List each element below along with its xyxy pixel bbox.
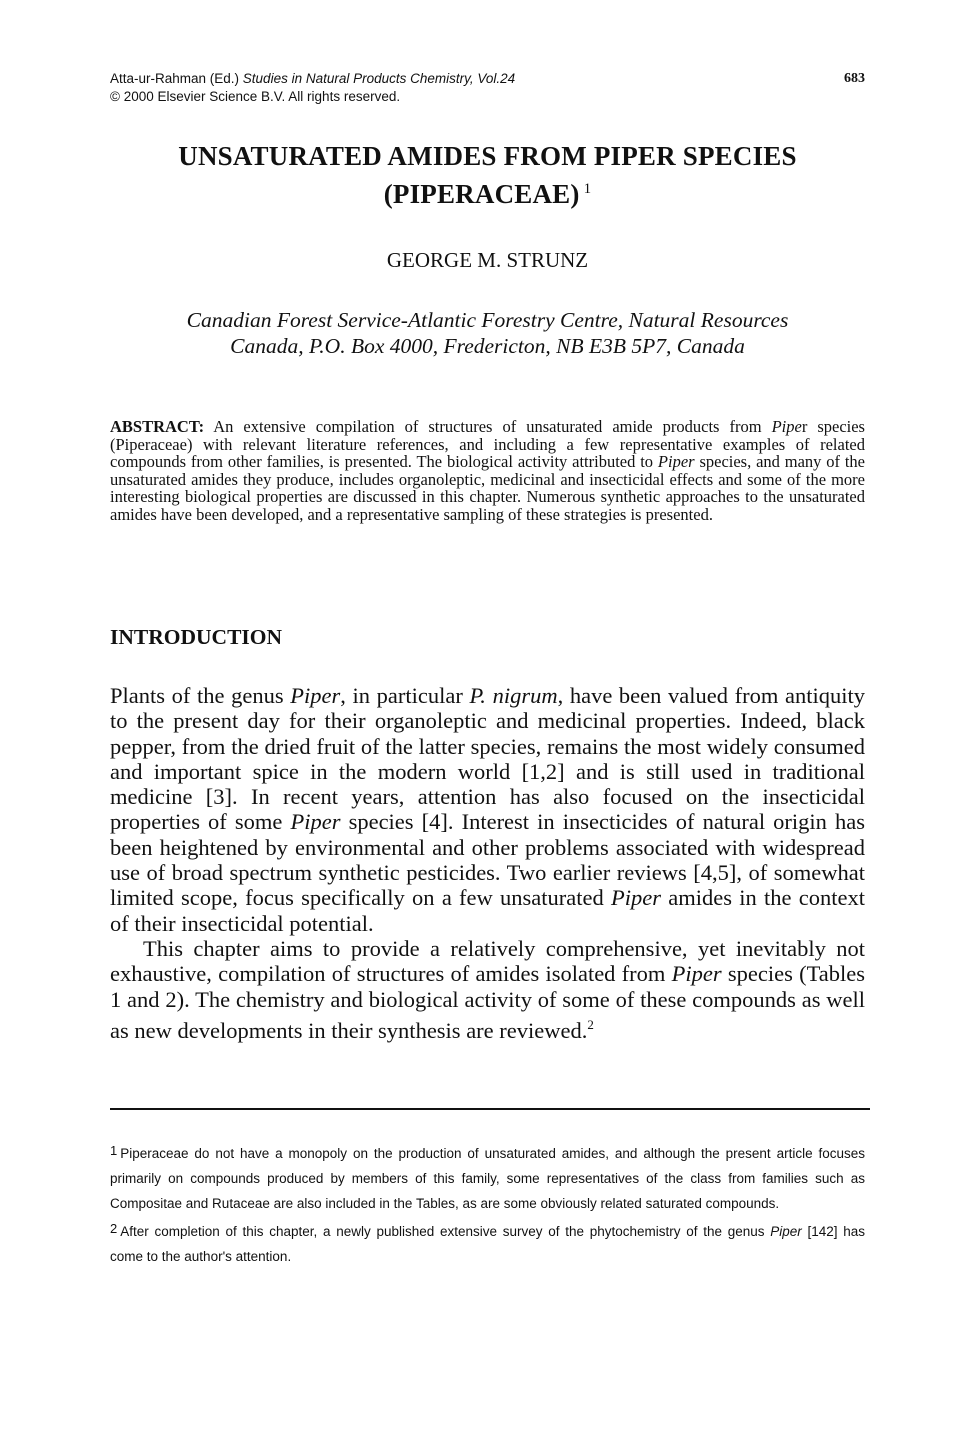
footnote-mark: 1 [110,1143,118,1158]
intro-genus: Piper [290,683,341,708]
footnote-1 [110,1138,865,1216]
intro-text: , have been valued from antiquity to the present day for their organoleptic and medicinal properties. Indeed, black pepper, from the dried fruit of the latter species, remains the most widely consumed and important spice in the modern world [1,2] and is still used in traditional medicine [3]. In recent years, attention has also focused on the insecticidal properties of some [110,683,865,835]
abstract-label: ABSTRACT: [110,417,205,436]
intro-paragraph-1 [110,683,865,936]
page-number: 683 [844,71,865,86]
footnote-text: [142] has come to the author's attention. [110,1224,865,1264]
footnotes [110,1138,865,1269]
intro-text: , in particular [340,683,470,708]
title-line-2 [110,173,865,211]
footnote-text: After completion of this chapter, a newly published extensive survey of the phytochemistry of the genus [120,1224,771,1239]
footnote-divider [110,1108,870,1110]
author: GEORGE M. STRUNZ [386,248,589,272]
abstract-text: An extensive compilation of structures of unsaturated amide products from [204,417,772,436]
intro-footnote-mark: 2 [587,1016,594,1032]
abstract [110,418,865,523]
title-line-1: UNSATURATED AMIDES FROM PIPER SPECIES [178,141,797,171]
footnote-text: Piperaceae do not have a monopoly on the production of unsaturated amides, and although the present article focuses primarily on compounds produced by members of this family, some representatives of the class from families such as Compositae and Rutaceae are also included in the Tables, as are some obviously related saturated compounds. [110,1146,865,1211]
intro-text: This chapter aims to provide a relatively comprehensive, yet inevitably not exhaustive, compilation of structures of amides isolated from [110,935,865,987]
intro-genus: Piper [611,885,662,911]
footnote-mark: 2 [110,1221,118,1236]
intro-text: Plants of the genus [110,683,291,708]
abstract-genus: Piper [657,452,695,471]
intro-text: species [4]. Interest in insecticides of natural origin has been heightened by environmental and other problems associated with widespread use of broad spectrum synthetic pesticides. Two earlier reviews [4,5], of somewhat limited scope, focus specifically on a few unsaturated [110,809,865,911]
title-footnote-mark: 1 [583,181,592,197]
intro-paragraph-2 [110,936,865,1043]
intro-genus: Piper [290,809,341,835]
affiliation-line-2: Canada, P.O. Box 4000, Fredericton, NB E3B 5P7, Canada [230,334,745,358]
intro-text: amides in the context of their insecticidal potential. [110,885,865,936]
section-heading-introduction: INTRODUCTION [110,625,283,649]
abstract-text: species, and many of the unsaturated amides they produce, includes organoleptic, medicinal and insecticidal effects and some of the more interesting biological properties are discussed in this chapter. Numerous synthetic approaches to the unsaturated amides have been developed, and a representative sampling of these strategies is presented. [110,452,865,524]
introduction-body [110,683,865,1043]
header-citation-line [110,70,865,88]
footnote-genus: Piper [770,1224,802,1239]
intro-text: species (Tables 1 and 2). The chemistry and biological activity of some of these compounds as well as new developments in their synthesis are reviewed. [110,961,866,1043]
title-line-2-text: (PIPERACEAE) [383,179,580,209]
abstract-genus: Pipe [771,417,802,436]
article-title [110,140,865,211]
header-editor: Atta-ur-Rahman (Ed.) [110,71,243,86]
running-header [110,70,865,106]
intro-species: P. nigrum [469,683,558,708]
affiliation [110,307,865,359]
intro-genus: Piper [671,961,722,987]
header-copyright: © 2000 Elsevier Science B.V. All rights reserved. [110,89,401,104]
affiliation-line-1: Canadian Forest Service-Atlantic Forestry Centre, Natural Resources [186,308,789,332]
abstract-text: r species (Piperaceae) with relevant literature references, and including a few representative examples of related compounds from other families, is presented. The biological activity attributed to [110,417,865,471]
footnote-2 [110,1216,865,1269]
header-series-title: Studies in Natural Products Chemistry, Vol.24 [242,71,516,86]
